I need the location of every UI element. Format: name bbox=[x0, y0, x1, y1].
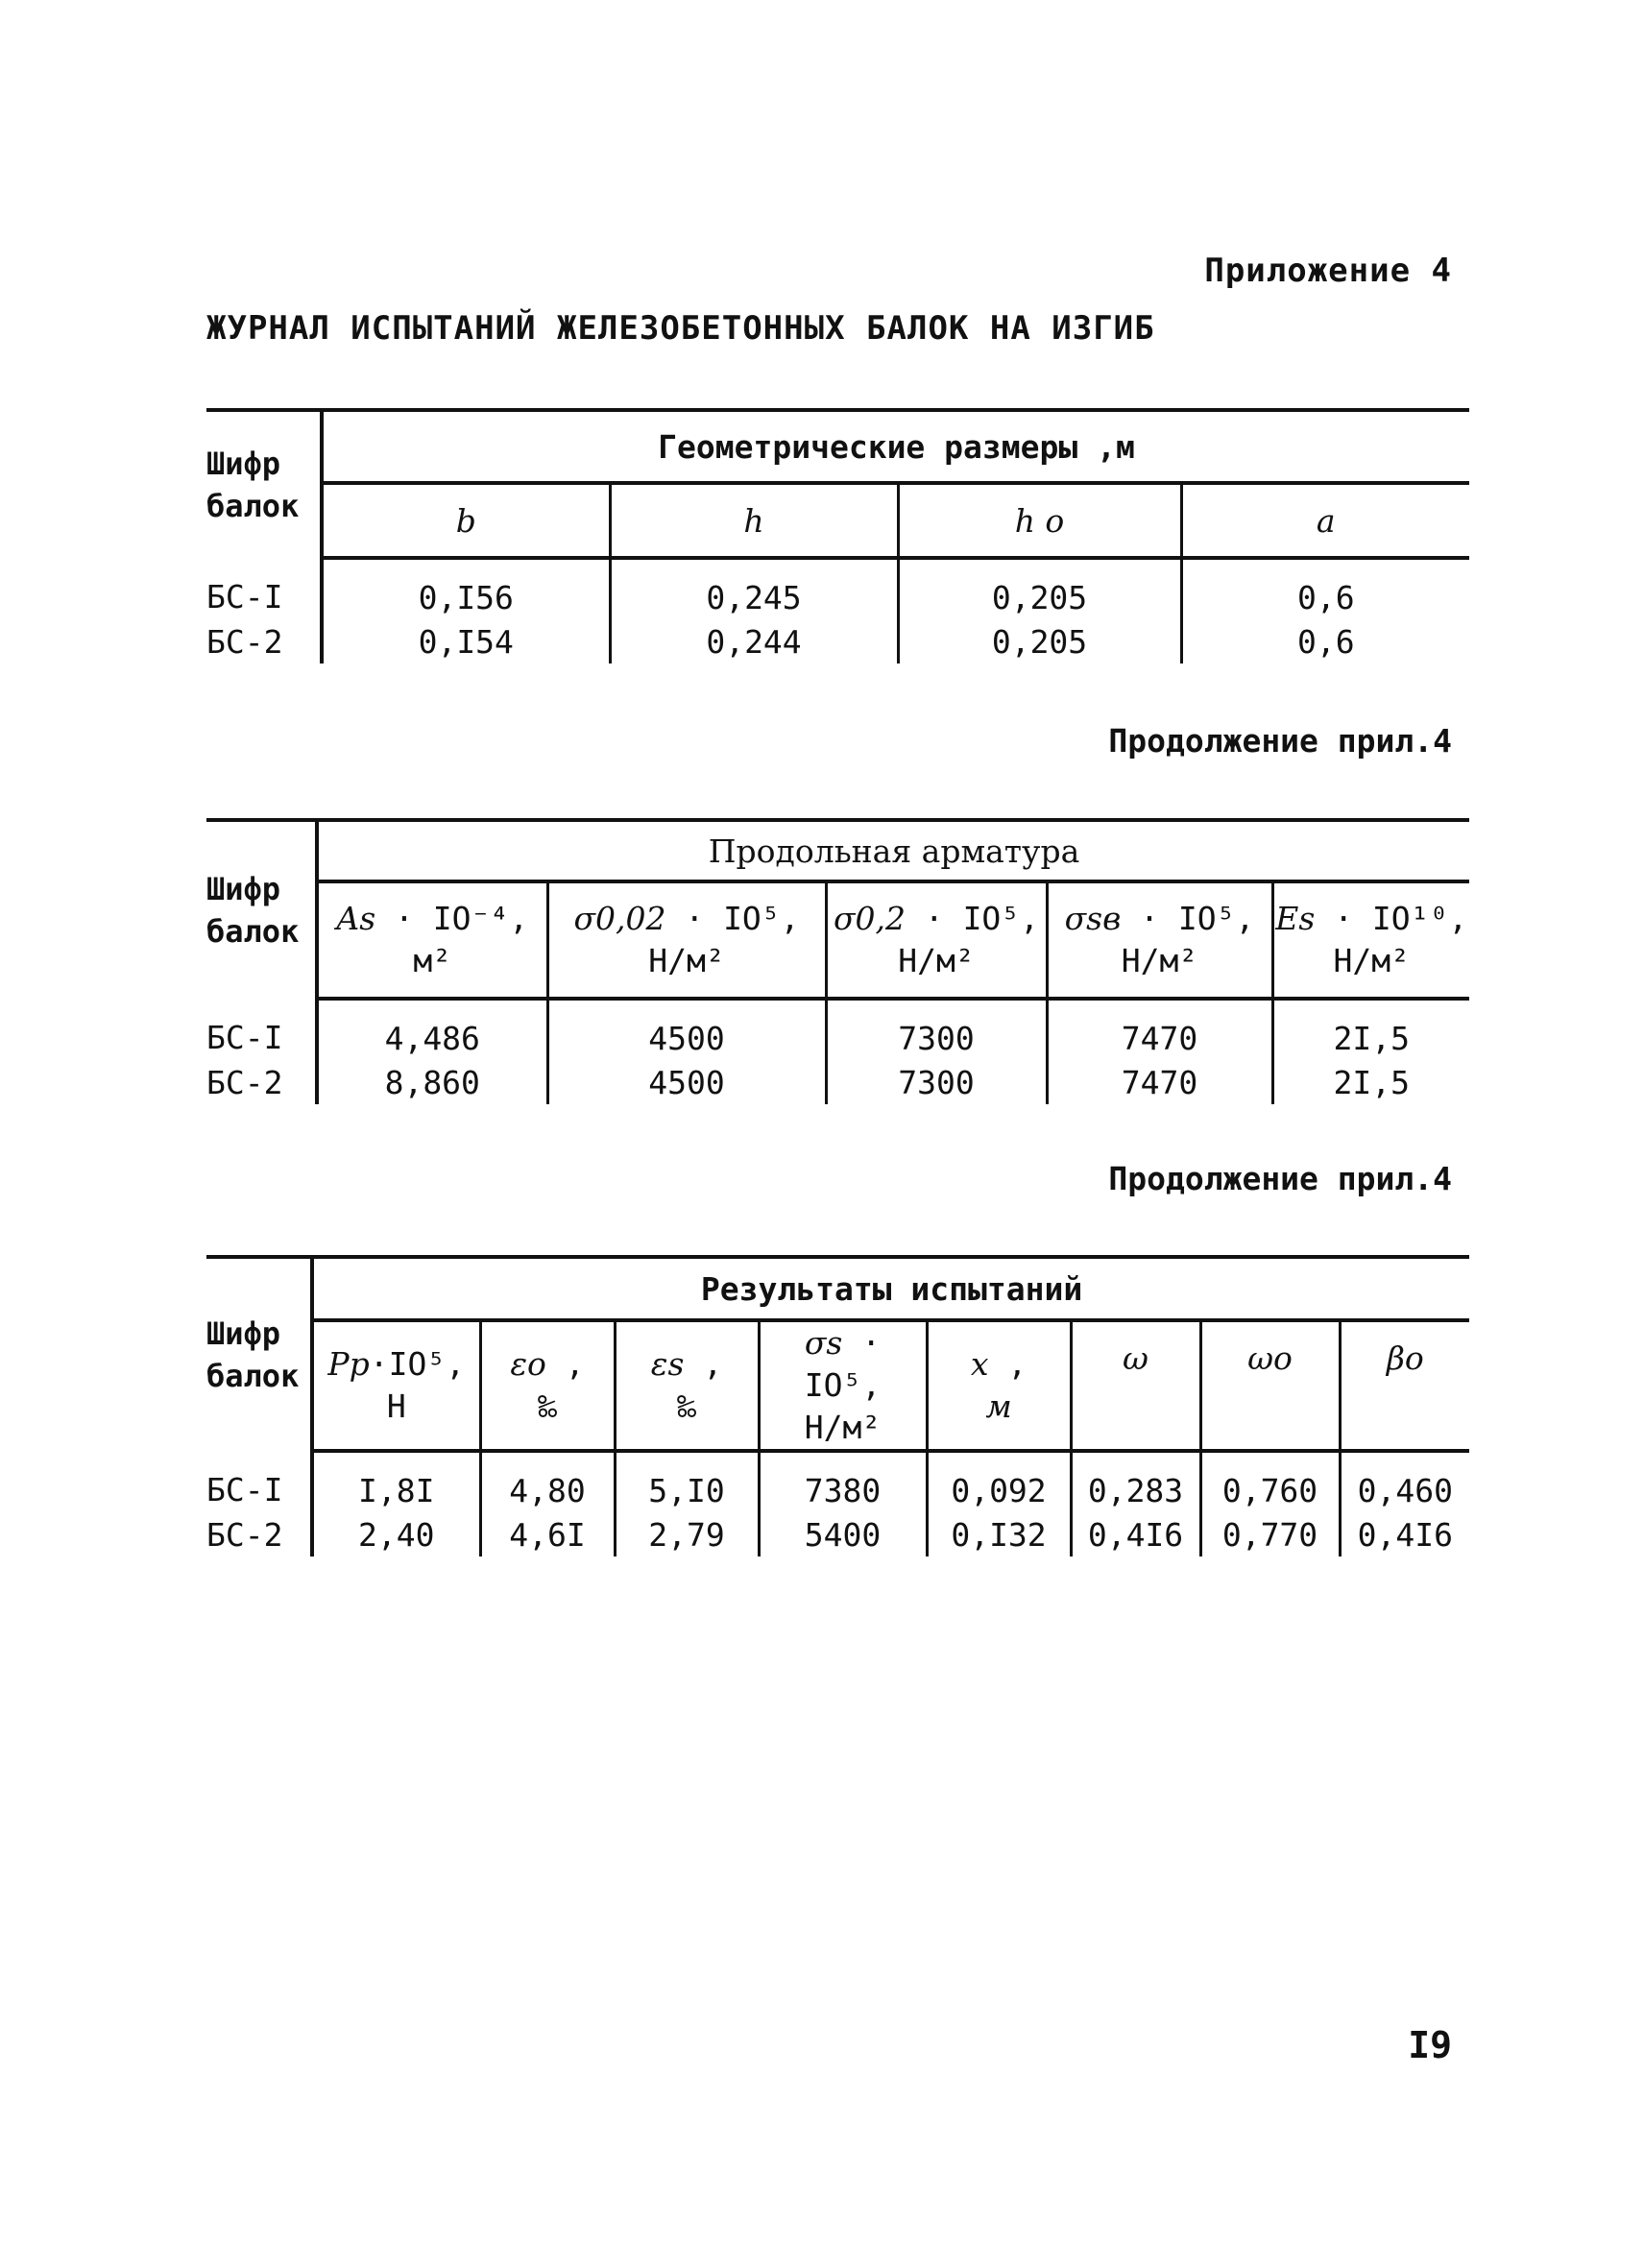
unit: Н/м² bbox=[898, 942, 975, 979]
column-header bbox=[1047, 881, 1272, 999]
table-cell: 0,205 bbox=[898, 558, 1181, 619]
table-cell: 8,860 bbox=[384, 1063, 480, 1101]
column-header bbox=[927, 1320, 1071, 1451]
table-row bbox=[206, 619, 1469, 664]
cipher-header: Шифр балок bbox=[206, 410, 322, 558]
table-cell: 0,205 bbox=[898, 619, 1181, 664]
column-header: h bbox=[610, 483, 898, 558]
unit: Н/м² bbox=[804, 1409, 882, 1446]
unit: м bbox=[985, 1387, 1012, 1425]
reinforcement-table bbox=[206, 818, 1469, 1104]
factor: · IO⁵, bbox=[1140, 900, 1255, 937]
table-cell: 4500 bbox=[547, 999, 826, 1060]
factor: · IO⁻⁴, bbox=[395, 900, 529, 937]
table-cell: 2I,5 bbox=[1272, 1060, 1469, 1104]
table-cell: 4,486 bbox=[384, 1019, 480, 1057]
symbol: As bbox=[336, 900, 376, 937]
unit: ‰ bbox=[677, 1387, 696, 1425]
row-label: БС-I bbox=[206, 1451, 312, 1512]
table-cell: 0,760 bbox=[1200, 1451, 1340, 1512]
table-cell: 5,I0 bbox=[615, 1451, 759, 1512]
factor: , bbox=[565, 1345, 585, 1383]
row-label: БС-2 bbox=[206, 1060, 317, 1104]
table-cell: 0,4I6 bbox=[1071, 1512, 1200, 1556]
unit: ‰ bbox=[538, 1387, 557, 1425]
factor: , bbox=[1007, 1345, 1028, 1383]
symbol: σsв bbox=[1064, 900, 1122, 937]
table-cell: 0,I32 bbox=[927, 1512, 1071, 1556]
column-header: h o bbox=[898, 483, 1181, 558]
cipher-header: Шифр балок bbox=[206, 1257, 312, 1451]
table-cell: 0,I54 bbox=[418, 622, 514, 661]
row-label: БС-2 bbox=[206, 619, 322, 664]
factor: · IO⁵, bbox=[685, 900, 800, 937]
table-cell: 2I,5 bbox=[1272, 999, 1469, 1060]
table-cell: 4,80 bbox=[480, 1451, 615, 1512]
column-header bbox=[826, 881, 1047, 999]
geometry-table bbox=[206, 408, 1469, 664]
column-header bbox=[480, 1320, 615, 1451]
table-cell: 7470 bbox=[1047, 1060, 1272, 1104]
factor: · IO¹⁰, bbox=[1334, 900, 1468, 937]
symbol: σ0,2 bbox=[833, 900, 906, 937]
symbol: σs bbox=[804, 1324, 843, 1362]
table-row bbox=[206, 1451, 1469, 1512]
factor: · IO⁵, bbox=[924, 900, 1040, 937]
table-row bbox=[206, 558, 1469, 619]
column-header bbox=[615, 1320, 759, 1451]
symbol: x bbox=[970, 1345, 989, 1383]
factor: ·IO⁵, bbox=[369, 1345, 466, 1383]
table-row bbox=[206, 1060, 1469, 1104]
unit: Н bbox=[386, 1387, 406, 1425]
unit: Н/м² bbox=[1333, 942, 1411, 979]
table-cell: 0,6 bbox=[1181, 558, 1469, 619]
row-label: БС-I bbox=[206, 558, 322, 619]
table-row bbox=[206, 1512, 1469, 1556]
unit: Н/м² bbox=[1121, 942, 1198, 979]
appendix-label: Приложение 4 bbox=[1204, 252, 1452, 290]
symbol: Pp bbox=[327, 1345, 370, 1383]
unit: Н/м² bbox=[648, 942, 725, 979]
table-row bbox=[206, 999, 1469, 1060]
symbol: εo bbox=[510, 1345, 546, 1383]
table-cell: 7300 bbox=[826, 999, 1047, 1060]
column-header bbox=[312, 1320, 480, 1451]
symbol: εs bbox=[650, 1345, 685, 1383]
table-cell: 7380 bbox=[759, 1451, 927, 1512]
column-header: ωo bbox=[1200, 1320, 1340, 1451]
factor: , bbox=[703, 1345, 723, 1383]
table-cell: 4500 bbox=[547, 1060, 826, 1104]
column-header: a bbox=[1181, 483, 1469, 558]
group-header: Результаты испытаний bbox=[312, 1257, 1469, 1320]
document-title: ЖУРНАЛ ИСПЫТАНИЙ ЖЕЛЕЗОБЕТОННЫХ БАЛОК НА ИЗГИБ bbox=[206, 309, 1155, 348]
group-header: Продольная арматура bbox=[317, 820, 1469, 881]
group-header: Геометрические размеры ,м bbox=[322, 410, 1469, 483]
table-cell: 0,6 bbox=[1181, 619, 1469, 664]
column-header bbox=[759, 1320, 927, 1451]
symbol: σ0,02 bbox=[573, 900, 666, 937]
column-header: βo bbox=[1340, 1320, 1469, 1451]
table-cell: I,8I bbox=[358, 1471, 435, 1509]
symbol: Es bbox=[1275, 900, 1316, 937]
table-cell: 7470 bbox=[1047, 999, 1272, 1060]
table-cell: 0,4I6 bbox=[1340, 1512, 1469, 1556]
table-cell: 0,244 bbox=[610, 619, 898, 664]
column-header bbox=[1272, 881, 1469, 999]
table-cell: 2,40 bbox=[358, 1515, 435, 1554]
continuation-label: Продолжение прил.4 bbox=[1108, 722, 1452, 760]
continuation-label: Продолжение прил.4 bbox=[1108, 1160, 1452, 1197]
test-results-table bbox=[206, 1255, 1469, 1556]
table-cell: 5400 bbox=[759, 1512, 927, 1556]
table-cell: 0,770 bbox=[1200, 1512, 1340, 1556]
row-label: БС-I bbox=[206, 999, 317, 1060]
table-cell: 0,I56 bbox=[418, 578, 514, 616]
unit: м² bbox=[413, 942, 452, 979]
column-header: b bbox=[322, 483, 610, 558]
table-cell: 0,460 bbox=[1340, 1451, 1469, 1512]
column-header: ω bbox=[1071, 1320, 1200, 1451]
table-cell: 0,283 bbox=[1071, 1451, 1200, 1512]
table-cell: 0,092 bbox=[927, 1451, 1071, 1512]
table-cell: 0,245 bbox=[610, 558, 898, 619]
row-label: БС-2 bbox=[206, 1512, 312, 1556]
table-cell: 7300 bbox=[826, 1060, 1047, 1104]
column-header bbox=[317, 881, 547, 999]
cipher-header: Шифр балок bbox=[206, 820, 317, 999]
page-number: I9 bbox=[1408, 2024, 1452, 2066]
table-cell: 2,79 bbox=[615, 1512, 759, 1556]
column-header bbox=[547, 881, 826, 999]
table-cell: 4,6I bbox=[480, 1512, 615, 1556]
factor: · IO⁵, bbox=[804, 1324, 882, 1404]
